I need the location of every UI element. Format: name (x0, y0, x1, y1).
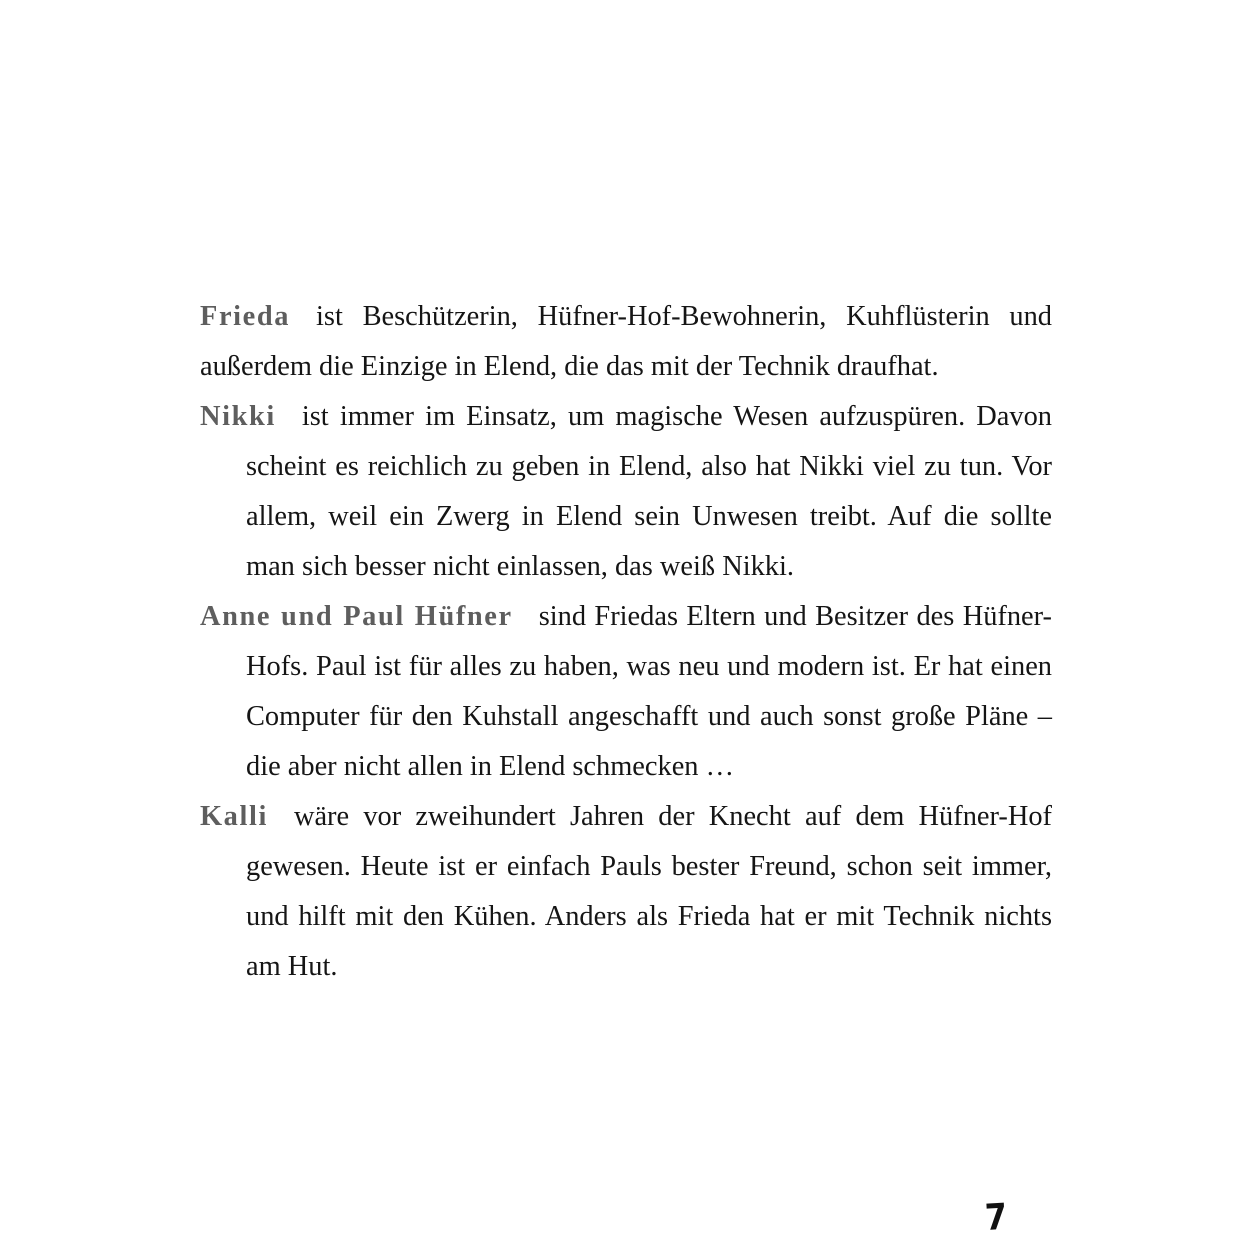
character-name: Anne und Paul Hüfner (200, 601, 513, 632)
character-description: ist Beschützerin, Hüfner-Hof-Bewohnerin, Kuhflüsterin und außerdem die Einzige in Elend, die das mit der Technik draufhat. (200, 301, 1052, 382)
character-description: wäre vor zweihundert Jahren der Knecht auf dem Hüfner-Hof gewesen. Heute ist er einfach Pauls bester Freund, schon seit immer, und hilft mit den Kühen. Anders als Frieda hat er mit Technik nichts am Hut. (246, 801, 1052, 982)
character-entry (200, 592, 1052, 792)
character-description: ist immer im Einsatz, um magische Wesen aufzuspüren. Davon scheint es reichlich zu geben in Elend, also hat Nikki viel zu tun. Vor allem, weil ein Zwerg in Elend sein Unwesen treibt. Auf die sollte man sich besser nicht einlassen, das weiß Nikki. (246, 401, 1052, 582)
page-number: 7 (984, 1196, 1008, 1239)
character-list (200, 292, 1052, 992)
character-name: Nikki (200, 401, 276, 432)
character-name: Kalli (200, 801, 268, 832)
character-name: Frieda (200, 301, 291, 332)
character-entry (200, 792, 1052, 992)
character-entry (200, 292, 1052, 392)
character-entry (200, 392, 1052, 592)
character-description: sind Friedas Eltern und Besitzer des Hüfner-Hofs. Paul ist für alles zu haben, was neu und modern ist. Er hat einen Computer für den Kuhstall angeschafft und auch sonst große Pläne – die aber nicht allen in Elend schmecken … (246, 601, 1052, 782)
